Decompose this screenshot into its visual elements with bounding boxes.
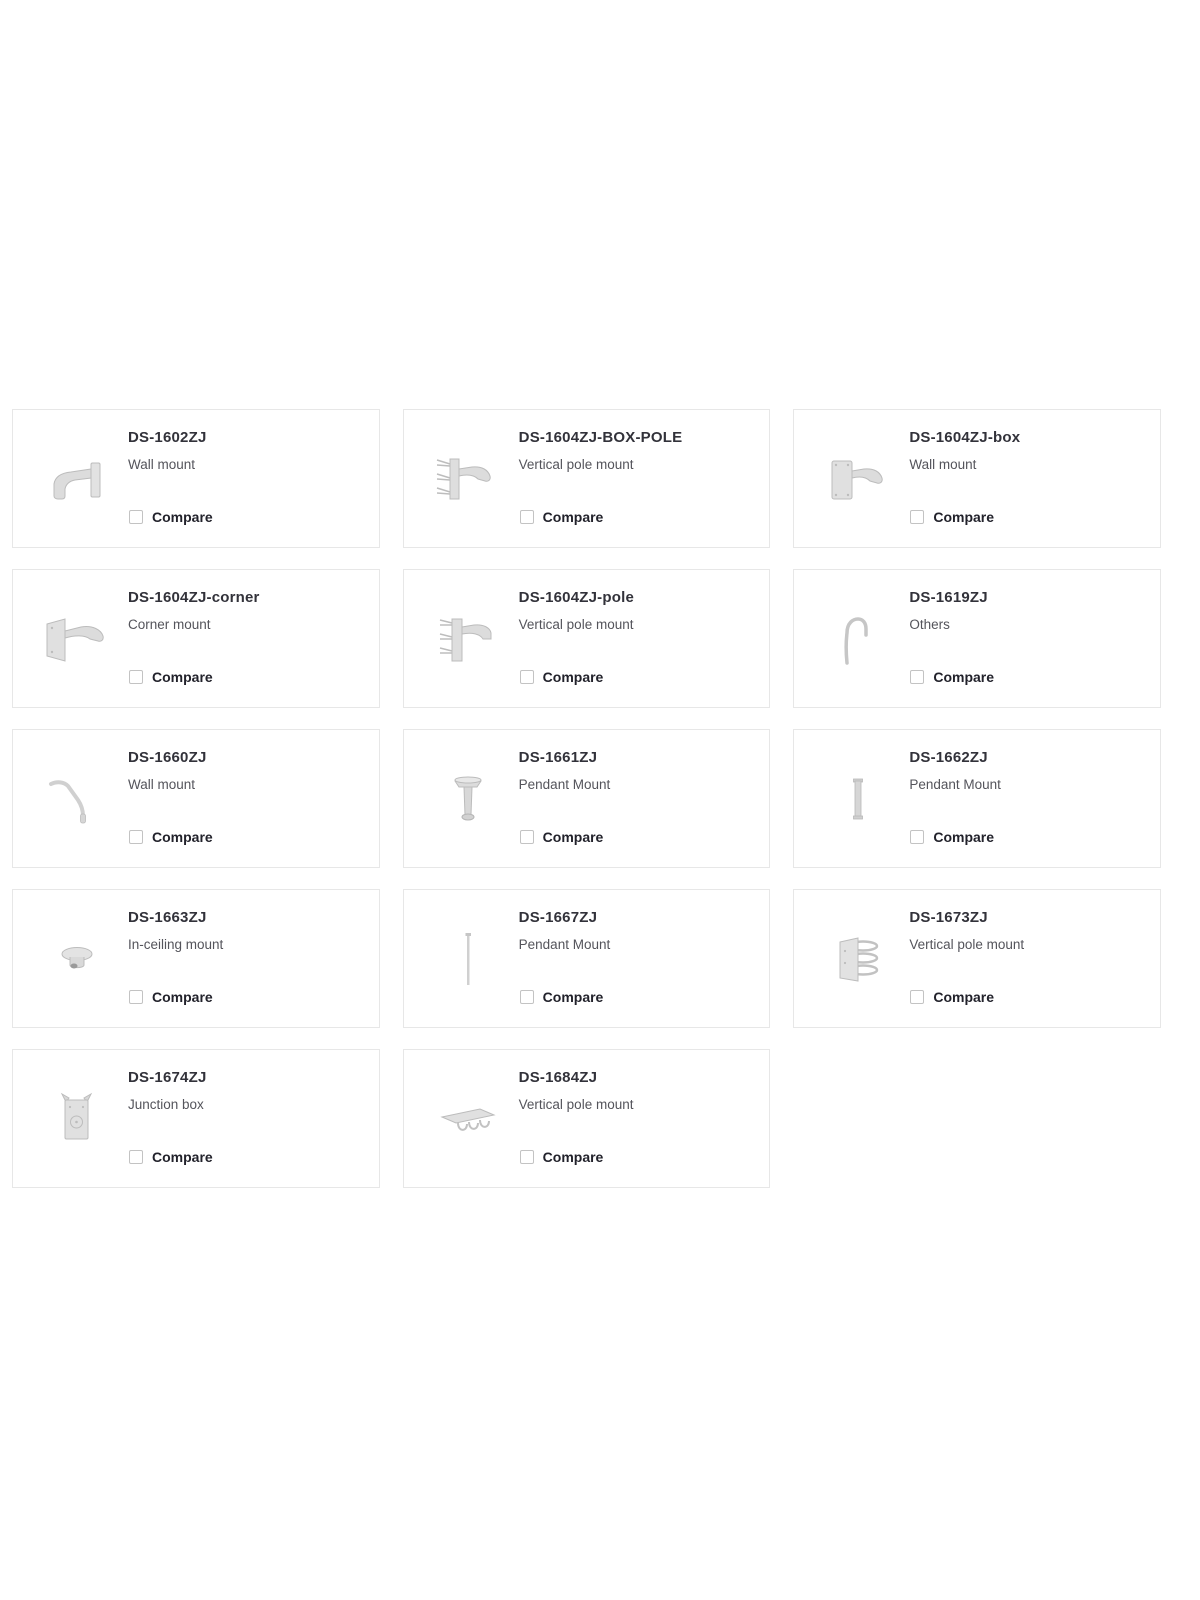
product-category: Vertical pole mount xyxy=(909,936,1025,952)
product-title[interactable]: DS-1604ZJ-BOX-POLE xyxy=(518,429,683,446)
product-category: In-ceiling mount xyxy=(128,936,224,952)
compare-control[interactable] xyxy=(520,989,604,1005)
compare-control[interactable] xyxy=(910,509,994,525)
product-title[interactable]: DS-1660ZJ xyxy=(128,749,207,766)
product-image xyxy=(808,410,908,547)
product-title[interactable]: DS-1602ZJ xyxy=(128,429,207,446)
product-card[interactable] xyxy=(12,409,380,548)
product-card[interactable] xyxy=(403,569,771,708)
product-photo-icon xyxy=(818,609,898,669)
compare-control[interactable] xyxy=(129,509,213,525)
product-card[interactable] xyxy=(793,729,1161,868)
product-grid xyxy=(12,409,1161,1188)
product-image xyxy=(418,1050,518,1187)
product-card[interactable] xyxy=(12,1049,380,1188)
product-photo-icon xyxy=(37,929,117,989)
product-category: Wall mount xyxy=(128,776,196,792)
product-photo-icon xyxy=(37,609,117,669)
product-image xyxy=(27,570,127,707)
compare-label[interactable]: Compare xyxy=(542,989,604,1005)
compare-control[interactable] xyxy=(129,829,213,845)
product-photo-icon xyxy=(428,449,508,509)
product-card[interactable] xyxy=(403,409,771,548)
product-title[interactable]: DS-1604ZJ-pole xyxy=(518,589,634,606)
product-title[interactable]: DS-1673ZJ xyxy=(909,909,988,926)
compare-label[interactable]: Compare xyxy=(542,509,604,525)
product-category: Pendant Mount xyxy=(909,776,1001,792)
compare-label[interactable]: Compare xyxy=(542,829,604,845)
product-card[interactable] xyxy=(12,569,380,708)
compare-checkbox[interactable] xyxy=(520,670,534,684)
product-category: Wall mount xyxy=(909,456,977,472)
compare-label[interactable]: Compare xyxy=(152,829,213,845)
compare-checkbox[interactable] xyxy=(520,830,534,844)
product-category: Wall mount xyxy=(128,456,196,472)
compare-checkbox[interactable] xyxy=(520,990,534,1004)
compare-control[interactable] xyxy=(520,829,604,845)
compare-label[interactable]: Compare xyxy=(542,1149,604,1165)
product-category: Corner mount xyxy=(128,616,211,632)
compare-control[interactable] xyxy=(129,989,213,1005)
product-image xyxy=(418,890,518,1027)
product-card[interactable] xyxy=(403,889,771,1028)
product-image xyxy=(808,730,908,867)
product-photo-icon xyxy=(428,929,508,989)
product-category: Vertical pole mount xyxy=(518,616,634,632)
product-category: Pendant Mount xyxy=(518,776,611,792)
compare-checkbox[interactable] xyxy=(520,1150,534,1164)
compare-checkbox[interactable] xyxy=(129,830,143,844)
product-photo-icon xyxy=(428,769,508,829)
product-card[interactable] xyxy=(793,409,1161,548)
compare-control[interactable] xyxy=(520,509,604,525)
product-image xyxy=(27,890,127,1027)
product-photo-icon xyxy=(428,1089,508,1149)
compare-checkbox[interactable] xyxy=(129,670,143,684)
product-card[interactable] xyxy=(793,889,1161,1028)
compare-label[interactable]: Compare xyxy=(152,989,213,1005)
product-image xyxy=(27,1050,127,1187)
product-photo-icon xyxy=(37,449,117,509)
product-image xyxy=(808,570,908,707)
product-title[interactable]: DS-1663ZJ xyxy=(128,909,207,926)
compare-label[interactable]: Compare xyxy=(933,829,995,845)
product-title[interactable]: DS-1604ZJ-box xyxy=(909,429,1021,446)
product-card[interactable] xyxy=(403,1049,771,1188)
compare-checkbox[interactable] xyxy=(129,1150,143,1164)
product-category: Pendant Mount xyxy=(518,936,611,952)
product-card[interactable] xyxy=(12,889,380,1028)
compare-label[interactable]: Compare xyxy=(933,509,995,525)
product-photo-icon xyxy=(428,609,508,669)
product-photo-icon xyxy=(37,769,117,829)
compare-checkbox[interactable] xyxy=(520,510,534,524)
compare-control[interactable] xyxy=(520,1149,604,1165)
product-category: Vertical pole mount xyxy=(518,1096,634,1112)
compare-control[interactable] xyxy=(520,669,604,685)
compare-label[interactable]: Compare xyxy=(152,669,213,685)
product-title[interactable]: DS-1667ZJ xyxy=(518,909,598,926)
compare-control[interactable] xyxy=(910,829,994,845)
compare-label[interactable]: Compare xyxy=(933,989,995,1005)
product-title[interactable]: DS-1662ZJ xyxy=(909,749,988,766)
compare-label[interactable]: Compare xyxy=(152,509,213,525)
compare-control[interactable] xyxy=(129,1149,213,1165)
product-image xyxy=(808,890,908,1027)
compare-label[interactable]: Compare xyxy=(933,669,995,685)
compare-checkbox[interactable] xyxy=(129,510,143,524)
product-title[interactable]: DS-1619ZJ xyxy=(909,589,988,606)
product-category: Vertical pole mount xyxy=(518,456,634,472)
product-photo-icon xyxy=(818,449,898,509)
product-photo-icon xyxy=(818,929,898,989)
compare-checkbox[interactable] xyxy=(910,830,924,844)
compare-control[interactable] xyxy=(910,669,994,685)
product-photo-icon xyxy=(37,1089,117,1149)
product-card[interactable] xyxy=(793,569,1161,708)
compare-checkbox[interactable] xyxy=(910,990,924,1004)
product-image xyxy=(418,730,518,867)
product-image xyxy=(418,410,518,547)
compare-checkbox[interactable] xyxy=(910,670,924,684)
compare-label[interactable]: Compare xyxy=(152,1149,213,1165)
product-image xyxy=(418,570,518,707)
product-category: Junction box xyxy=(128,1096,204,1112)
compare-control[interactable] xyxy=(910,989,994,1005)
product-card[interactable] xyxy=(403,729,771,868)
compare-label[interactable]: Compare xyxy=(542,669,604,685)
product-category: Others xyxy=(909,616,950,632)
product-image xyxy=(27,730,127,867)
product-photo-icon xyxy=(818,769,898,829)
product-title[interactable]: DS-1674ZJ xyxy=(128,1069,207,1086)
product-title[interactable]: DS-1684ZJ xyxy=(518,1069,598,1086)
product-title[interactable]: DS-1661ZJ xyxy=(518,749,598,766)
product-image xyxy=(27,410,127,547)
compare-checkbox[interactable] xyxy=(129,990,143,1004)
product-title[interactable]: DS-1604ZJ-corner xyxy=(128,589,260,606)
compare-control[interactable] xyxy=(129,669,213,685)
compare-checkbox[interactable] xyxy=(910,510,924,524)
product-card[interactable] xyxy=(12,729,380,868)
